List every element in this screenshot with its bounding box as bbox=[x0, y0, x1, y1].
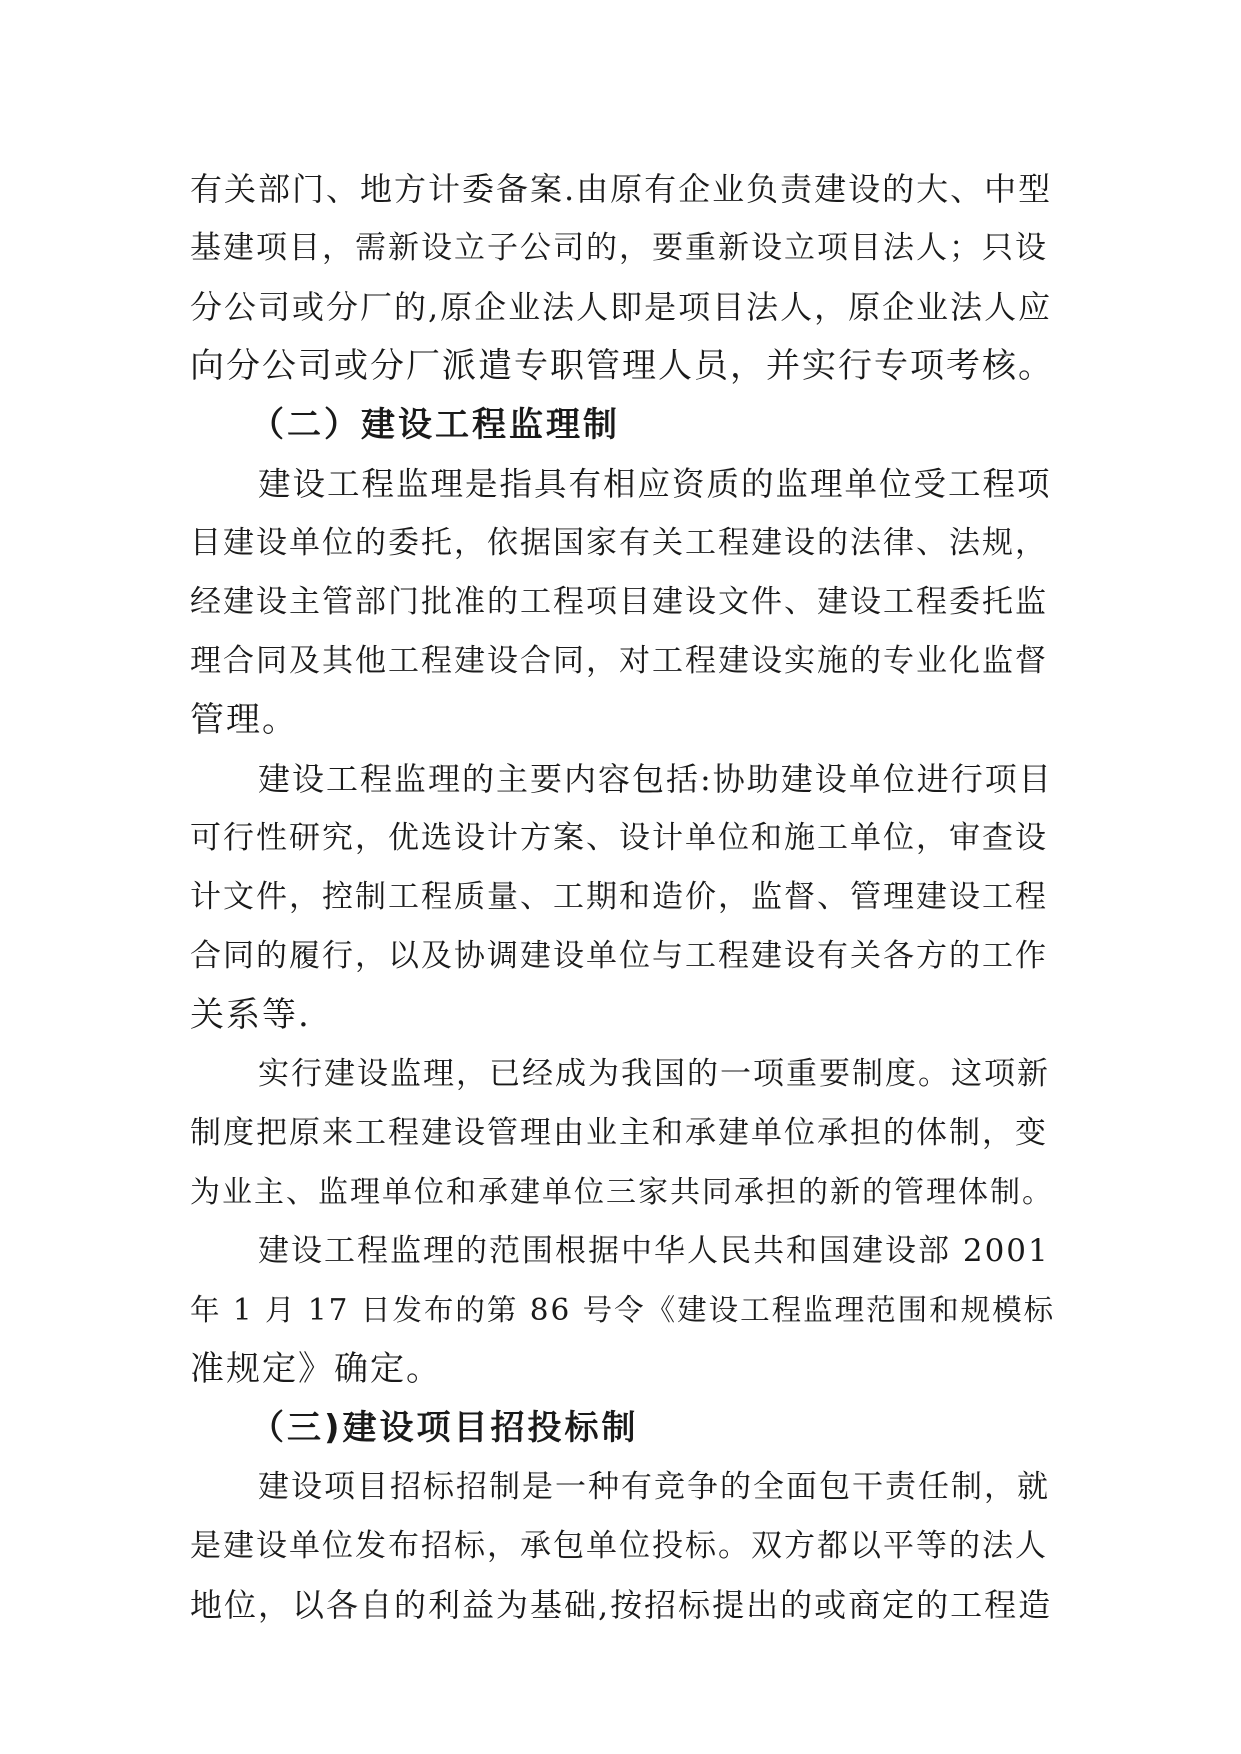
paragraph-line: 建设工程监理的范围根据中华人民共和国建设部 2001 bbox=[258, 1233, 1050, 1269]
paragraph-line: 合同的履行，以及协调建设单位与工程建设有关各方的工作 bbox=[190, 938, 1048, 974]
paragraph-line: 目建设单位的委托，依据国家有关工程建设的法律、法规， bbox=[190, 525, 1048, 561]
paragraph-line: 年 1 月 17 日发布的第 86 号令《建设工程监理范围和规模标 bbox=[190, 1293, 1056, 1327]
section-heading: （二）建设工程监理制 bbox=[250, 405, 620, 445]
paragraph-line: 可行性研究，优选设计方案、设计单位和施工单位，审查设 bbox=[190, 820, 1048, 856]
paragraph-line: 是建设单位发布招标，承包单位投标。双方都以平等的法人 bbox=[190, 1528, 1048, 1564]
paragraph-line: 地位，以各自的利益为基础,按招标提出的或商定的工程造 bbox=[190, 1586, 1053, 1624]
paragraph-line: 实行建设监理，已经成为我国的一项重要制度。这项新 bbox=[258, 1056, 1050, 1092]
paragraph-line: 建设工程监理的主要内容包括:协助建设单位进行项目 bbox=[258, 760, 1053, 798]
paragraph-line: 有关部门、地方计委备案.由原有企业负责建设的大、中型 bbox=[190, 170, 1053, 208]
paragraph-line: 计文件，控制工程质量、工期和造价，监督、管理建设工程 bbox=[190, 879, 1048, 915]
paragraph-line: 为业主、监理单位和承建单位三家共同承担的新的管理体制。 bbox=[190, 1175, 1054, 1210]
paragraph-line: 建设工程监理是指具有相应资质的监理单位受工程项 bbox=[258, 465, 1052, 503]
paragraph-line: 经建设主管部门批准的工程项目建设文件、建设工程委托监 bbox=[190, 584, 1048, 620]
section-heading: （三)建设项目招投标制 bbox=[250, 1408, 639, 1448]
paragraph-line: 分公司或分厂的,原企业法人即是项目法人，原企业法人应 bbox=[190, 288, 1053, 326]
paragraph-line: 管理。 bbox=[190, 700, 298, 740]
paragraph-line: 建设项目招标招制是一种有竞争的全面包干责任制，就 bbox=[258, 1469, 1050, 1505]
paragraph-line: 基建项目，需新设立子公司的，要重新设立项目法人；只设 bbox=[190, 230, 1048, 266]
document-body bbox=[190, 160, 1060, 1635]
paragraph-line: 制度把原来工程建设管理由业主和承建单位承担的体制，变 bbox=[190, 1115, 1048, 1151]
paragraph-line: 关系等. bbox=[190, 995, 311, 1035]
paragraph-line: 向分公司或分厂派遣专职管理人员，并实行专项考核。 bbox=[190, 346, 1054, 386]
paragraph-line: 理合同及其他工程建设合同，对工程建设实施的专业化监督 bbox=[190, 643, 1048, 679]
paragraph-line: 准规定》确定。 bbox=[190, 1349, 442, 1389]
